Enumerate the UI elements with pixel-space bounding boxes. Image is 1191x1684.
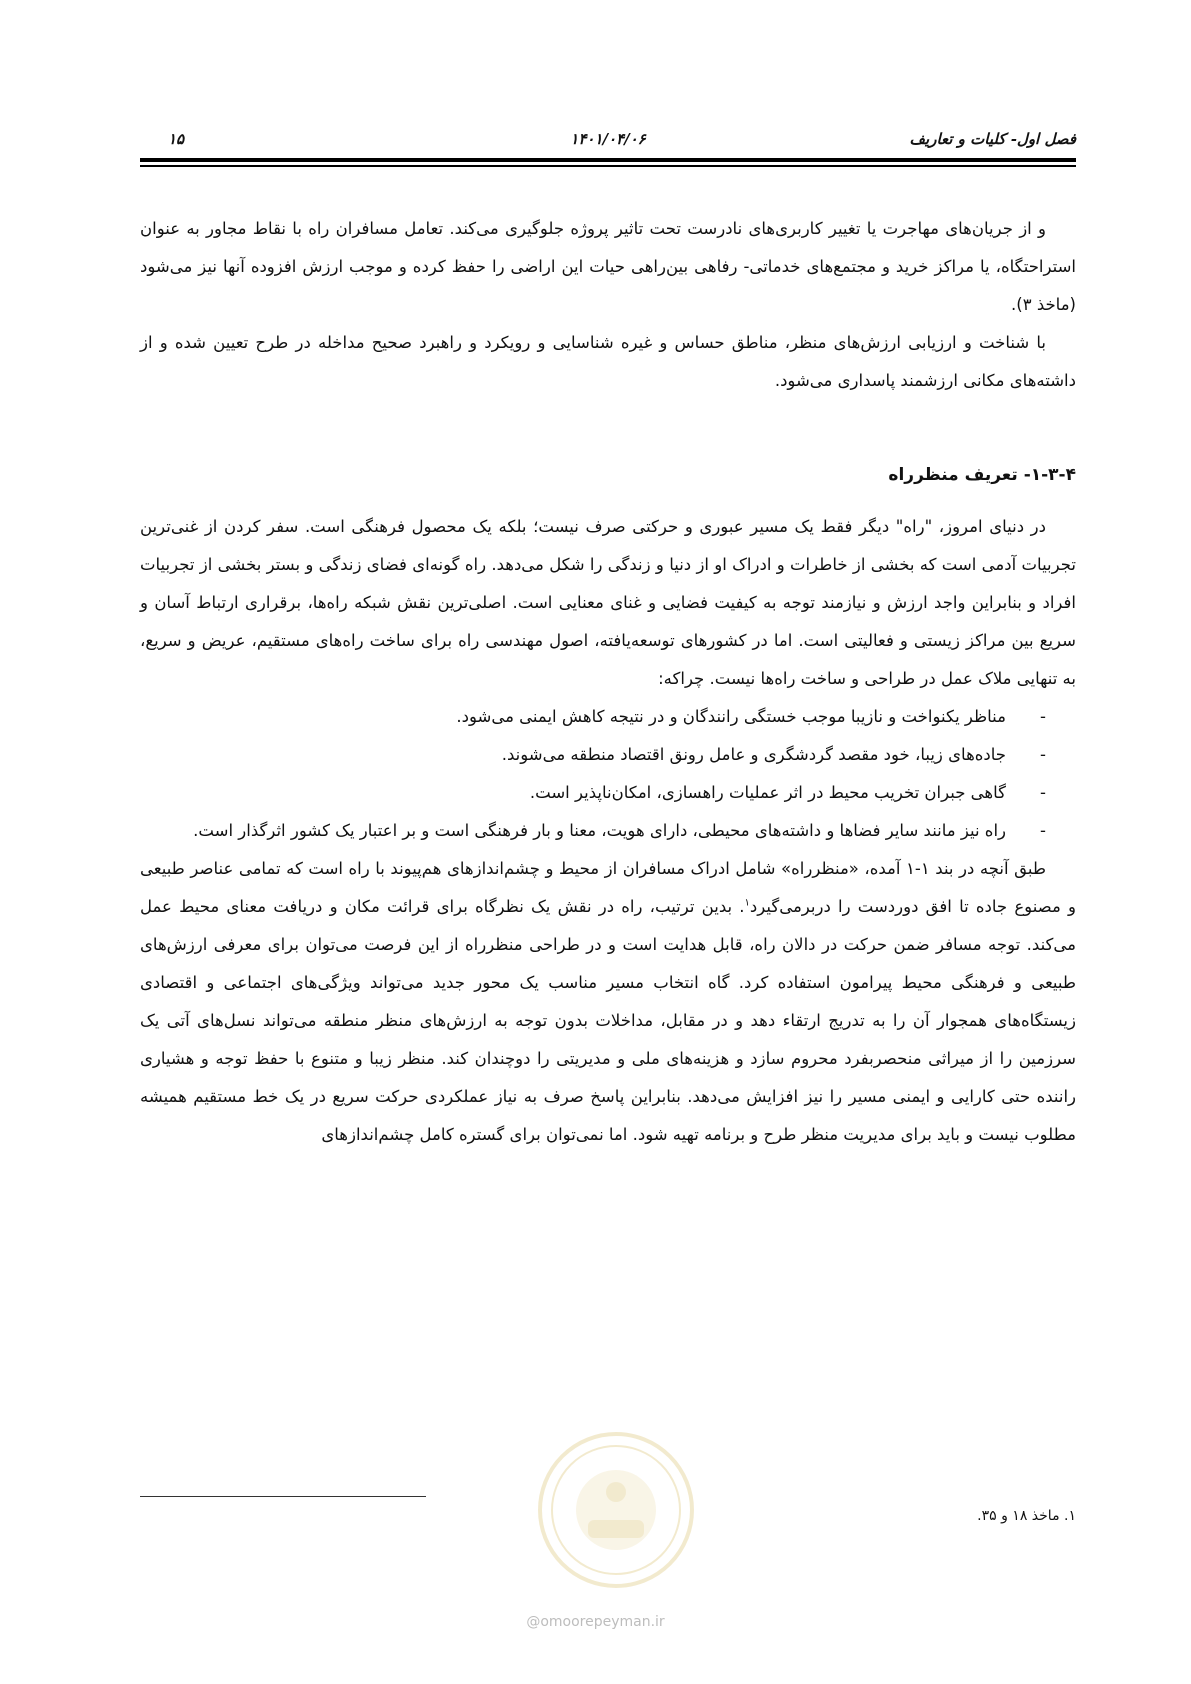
paragraph-3: در دنیای امروز، "راه" دیگر فقط یک مسیر عبوری و حرکتی صرف نیست؛ بلکه یک محصول فرهنگی است. سفر کردن از غنی‌ترین تجربیات آدمی است که بخشی از خاطرات و ادراک او از دنیا و زندگی را شکل می‌دهد. راه گونه‌ای فضای زندگی و بستر بخشی از تجربیات افراد و بنابراین واجد ارزش و نیازمند توجه به کیفیت فضایی و غنای معنایی است. اصلی‌ترین نقش شبکه راه‌ها، برقراری ارتباط آسان و سریع بین مراکز زیستی و فعالیتی است. اما در کشورهای توسعه‌یافته، اصول مهندسی راه برای ساخت راه‌های مستقیم، عریض و سریع، به تنهایی ملاک عمل در طراحی و ساخت راه‌ها نیست. چراکه: [140, 517, 1076, 688]
list-item: - مناظر یکنواخت و نازیبا موجب خستگی رانندگان و در نتیجه کاهش ایمنی می‌شود. [140, 698, 1046, 736]
paragraph-4 [140, 850, 1076, 1154]
page-number: ۱۵ [168, 130, 185, 148]
page-body [140, 210, 1076, 1154]
section-heading: ۱-۳-۴- تعریف منظرراه [888, 465, 1076, 485]
footnote-marker[interactable]: ۱ [744, 897, 750, 909]
footnote-rule [140, 1496, 426, 1497]
list-item: - جاده‌های زیبا، خود مقصد گردشگری و عامل رونق اقتصاد منطقه می‌شوند. [140, 736, 1046, 774]
page-header [140, 130, 1076, 152]
footnote: ۱. ماخذ ۱۸ و ۳۵. [977, 1508, 1076, 1524]
header-rule-thick [140, 158, 1076, 162]
watermark-url: @omoorepeyman.ir [526, 1614, 665, 1630]
chapter-title: فصل اول- کلیات و تعاریف [909, 130, 1076, 148]
paragraph-4-part-1: طبق آنچه در بند ۱-۱ آمده، «منظرراه» شامل ادراک مسافران از محیط و چشم‌اندازهای هم‌پیوند با راه است که تمامی عناصر طبیعی و مصنوع جاده تا افق دوردست را دربرمی‌گیرد [140, 859, 1077, 916]
bullet-list [140, 698, 1076, 850]
list-item: - گاهی جبران تخریب محیط در اثر عملیات راهسازی، امکان‌ناپذیر است. [140, 774, 1046, 812]
header-rule-thin [140, 165, 1076, 167]
paragraph-4-part-2: . بدین ترتیب، راه در نقش یک نظرگاه برای قرائت مکان و دریافت معنای محیط عمل می‌کند. توجه مسافر ضمن حرکت در دالان راه، قابل هدایت است و در طراحی منظرراه از این فرصت می‌توان برای معرفی ارزش‌های طبیعی و فرهنگی محیط پیرامون استفاده کرد. گاه انتخاب مسیر مناسب یک محور جدید می‌تواند ویژگی‌های اجتماعی و اقتصادی زیستگاه‌های همجوار آن را به تدریج ارتقاء دهد و در مقابل، مداخلات بدون توجه به ارزش‌های منظر منطقه می‌تواند نسل‌های آتی یک سرزمین را از میراثی منحصربفرد محروم سازد و هزینه‌های ملی و مدیریتی را دوچندان کند. منظر زیبا و متنوع با حفظ توجه و هشیاری راننده حتی کارایی و ایمنی مسیر را نیز افزایش می‌دهد. بنابراین پاسخ صرف به نیاز عملکردی حرکت سریع در یک خط مستقیم همیشه مطلوب نیست و باید برای مدیریت منظر طرح و برنامه تهیه شود. اما نمی‌توان برای گستره کامل چشم‌اندازهای [140, 897, 1076, 1144]
header-date: ۱۴۰۱/۰۴/۰۶ [570, 130, 646, 148]
list-item: - راه نیز مانند سایر فضاها و داشته‌های محیطی، دارای هویت، معنا و بار فرهنگی است و بر اعتبار یک کشور اثرگذار است. [140, 812, 1046, 850]
paragraph-2: با شناخت و ارزیابی ارزش‌های منظر، مناطق حساس و غیره شناسایی و رویکرد و راهبرد صحیح مداخله در طرح تعیین شده و از داشته‌های مکانی ارزشمند پاسداری می‌شود. [140, 333, 1076, 390]
paragraph-1: و از جریان‌های مهاجرت یا تغییر کاربری‌های نادرست تحت تاثیر پروژه جلوگیری می‌کند. تعامل مسافران راه با نقاط مجاور به عنوان استراحتگاه، یا مراکز خرید و مجتمع‌های خدماتی- رفاهی بین‌راهی حیات این اراضی را حفظ کرده و موجب ارزش افزوده آنها نیز می‌شود (ماخذ ۳). [140, 219, 1076, 314]
